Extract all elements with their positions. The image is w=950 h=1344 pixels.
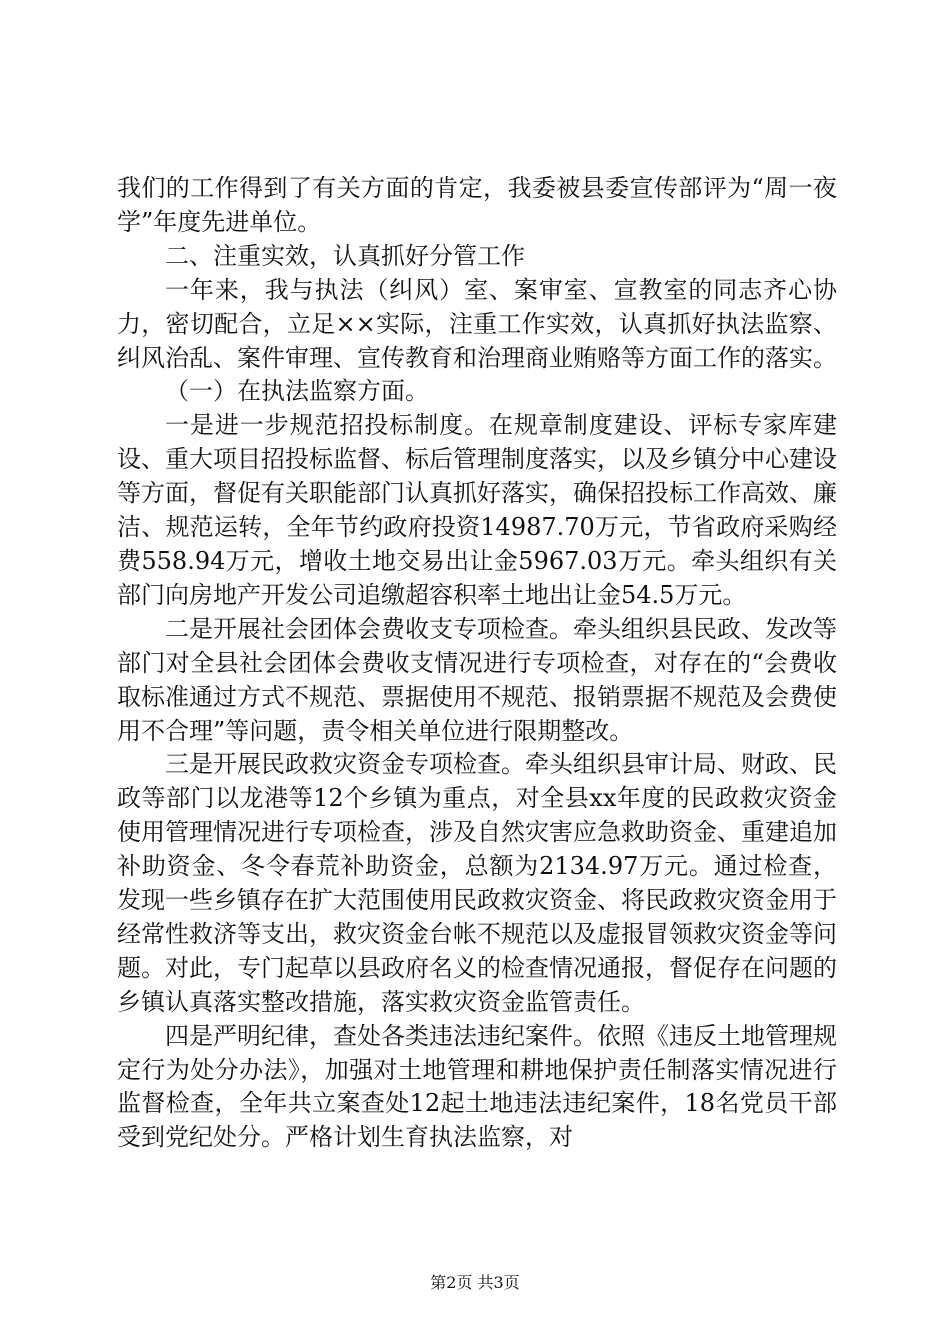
paragraph: 四是严明纪律，查处各类违法违纪案件。依照《违反土地管理规定行为处分办法》，加强对土地管理和耕地保护责任制落实情况进行监督检查，全年共立案查处12起土地违法违纪案件，18名党员干部受到党纪处分。严格计划生育执法监察，对 [117, 1021, 837, 1152]
paragraph-continuation: 我们的工作得到了有关方面的肯定，我委被县委宣传部评为“周一夜学”年度先进单位。 [117, 174, 837, 236]
subsection-heading: （一）在执法监察方面。 [165, 377, 429, 406]
paragraph: 二是开展社会团体会费收支专项检查。牵头组织县民政、发改等部门对全县社会团体会费收支情况进行专项检查，对存在的“会费收取标准通过方式不规范、票据使用不规范、报销票据不规范及会费使用不合理”等问题，责令相关单位进行限期整改。 [117, 614, 837, 745]
page-number: 第2页 共3页 [430, 1273, 520, 1292]
document-body [117, 172, 837, 1155]
section-heading: 二、注重实效，认真抓好分管工作 [165, 241, 525, 270]
paragraph: 一是进一步规范招投标制度。在规章制度建设、评标专家库建设、重大项目招投标监督、标后管理制度落实，以及乡镇分中心建设等方面，督促有关职能部门认真抓好落实，确保招投标工作高效、廉洁、规范运转，全年节约政府投资14987.70万元，节省政府采购经费558.94万元，增收土地交易出让金5967.03万元。牵头组织有关部门向房地产开发公司追缴超容积率土地出让金54.5万元。 [117, 411, 837, 609]
paragraph: 三是开展民政救灾资金专项检查。牵头组织县审计局、财政、民政等部门以龙港等12个乡镇为重点，对全县xx年度的民政救灾资金使用管理情况进行专项检查，涉及自然灾害应急救助资金、重建追加补助资金、冬令春荒补助资金，总额为2134.97万元。通过检查，发现一些乡镇存在扩大范围使用民政救灾资金、将民政救灾资金用于经常性救济等支出，救灾资金台帐不规范以及虚报冒领救灾资金等问题。对此，专门起草以县政府名义的检查情况通报，督促存在问题的乡镇认真落实整改措施，落实救灾资金监管责任。 [117, 750, 837, 1016]
paragraph: 一年来，我与执法（纠风）室、案审室、宣教室的同志齐心协力，密切配合，立足××实际，注重工作实效，认真抓好执法监察、纠风治乱、案件审理、宣传教育和治理商业贿赂等方面工作的落实。 [117, 275, 837, 372]
